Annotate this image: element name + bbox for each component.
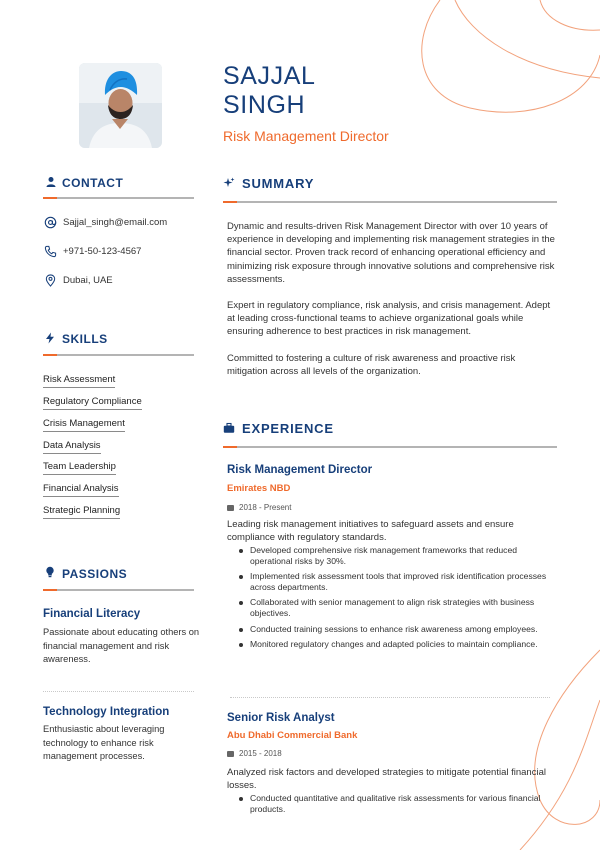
summary-heading: SUMMARY xyxy=(242,176,315,191)
skill-item: Regulatory Compliance xyxy=(43,396,142,410)
summary-paragraph: Dynamic and results-driven Risk Management Director with over 10 years of experience in developing and implementing risk management strategies in the financial sector. Proven track record of enhancing operational efficiency and minimizing risk exposure through innovative solutions and comprehensive risk assessments. xyxy=(227,221,555,285)
job-bullet: Collaborated with senior management to align risk strategies with business objectives. xyxy=(238,597,556,619)
contact-phone-text: +971-50-123-4567 xyxy=(63,245,142,257)
contact-phone[interactable] xyxy=(44,243,141,259)
briefcase-icon xyxy=(223,422,235,434)
contact-rule xyxy=(43,197,194,199)
job-bullet: Implemented risk assessment tools that improved risk identification processes across departments. xyxy=(238,571,556,593)
skill-item: Crisis Management xyxy=(43,418,125,432)
job-bullets xyxy=(238,545,556,654)
skills-heading: SKILLS xyxy=(62,332,108,346)
job-bullet: Conducted quantitative and qualitative risk assessments for various financial products. xyxy=(238,793,556,815)
summary-paragraph: Expert in regulatory compliance, risk analysis, and crisis management. Adept at leading cross-functional teams to achieve organizational goals while ensuring adherence to best practices in risk management. xyxy=(227,300,551,338)
job-dates-text: 2018 - Present xyxy=(239,503,292,512)
contact-email[interactable] xyxy=(44,214,167,230)
profile-photo xyxy=(79,63,162,148)
passions-rule xyxy=(43,589,194,591)
job-bullet: Monitored regulatory changes and adapted policies to maintain compliance. xyxy=(238,639,556,650)
divider xyxy=(43,691,194,692)
job-dates xyxy=(227,749,282,758)
name-line-2: SINGH xyxy=(223,91,306,119)
contact-location xyxy=(44,272,113,288)
passion-title: Financial Literacy xyxy=(43,608,141,620)
passions-heading: PASSIONS xyxy=(62,567,128,581)
skill-item: Risk Assessment xyxy=(43,374,115,388)
at-icon xyxy=(44,216,57,229)
job-bullet: Conducted training sessions to enhance risk awareness among employees. xyxy=(238,624,556,635)
candidate-name xyxy=(223,62,316,120)
passion-description: Enthusiastic about leveraging technology to enhance risk management processes. xyxy=(43,724,165,761)
calendar-icon xyxy=(227,505,234,511)
job-dates xyxy=(227,503,291,512)
contact-email-text: Sajjal_singh@email.com xyxy=(63,216,168,228)
job-bullets xyxy=(238,793,556,819)
job-title: Senior Risk Analyst xyxy=(227,712,335,724)
location-pin-icon xyxy=(44,274,57,287)
company-name: Emirates NBD xyxy=(227,483,291,494)
job-title: Risk Management Director xyxy=(227,464,373,476)
candidate-role: Risk Management Director xyxy=(223,128,389,144)
lightbulb-icon xyxy=(44,566,56,578)
skills-rule xyxy=(43,354,194,356)
user-icon xyxy=(45,176,57,188)
phone-icon xyxy=(44,245,57,258)
skill-item: Strategic Planning xyxy=(43,505,120,519)
experience-heading: EXPERIENCE xyxy=(242,421,334,436)
name-line-1: SAJJAL xyxy=(223,62,316,90)
experience-rule xyxy=(223,446,557,448)
contact-heading: CONTACT xyxy=(62,176,124,190)
passion-description: Passionate about educating others on financial management and risk awareness. xyxy=(43,627,200,664)
job-bullet: Developed comprehensive risk management frameworks that reduced operational risks by 30%. xyxy=(238,545,556,567)
skill-item: Financial Analysis xyxy=(43,483,119,497)
skill-item: Team Leadership xyxy=(43,461,116,475)
passion-title: Technology Integration xyxy=(43,706,170,718)
summary-rule xyxy=(223,201,557,203)
divider xyxy=(230,697,550,698)
skill-item: Data Analysis xyxy=(43,440,101,454)
calendar-icon xyxy=(227,751,234,757)
job-description: Analyzed risk factors and developed strategies to mitigate potential financial losses. xyxy=(227,767,546,791)
contact-location-text: Dubai, UAE xyxy=(63,274,113,286)
summary-paragraph: Committed to fostering a culture of risk awareness and proactive risk mitigation across all levels of the organization. xyxy=(227,353,516,378)
job-dates-text: 2015 - 2018 xyxy=(239,749,282,758)
job-description: Leading risk management initiatives to safeguard assets and ensure compliance with regulatory standards. xyxy=(227,519,514,543)
lightning-icon xyxy=(44,332,56,344)
company-name: Abu Dhabi Commercial Bank xyxy=(227,730,358,741)
sparkle-icon xyxy=(223,177,235,189)
